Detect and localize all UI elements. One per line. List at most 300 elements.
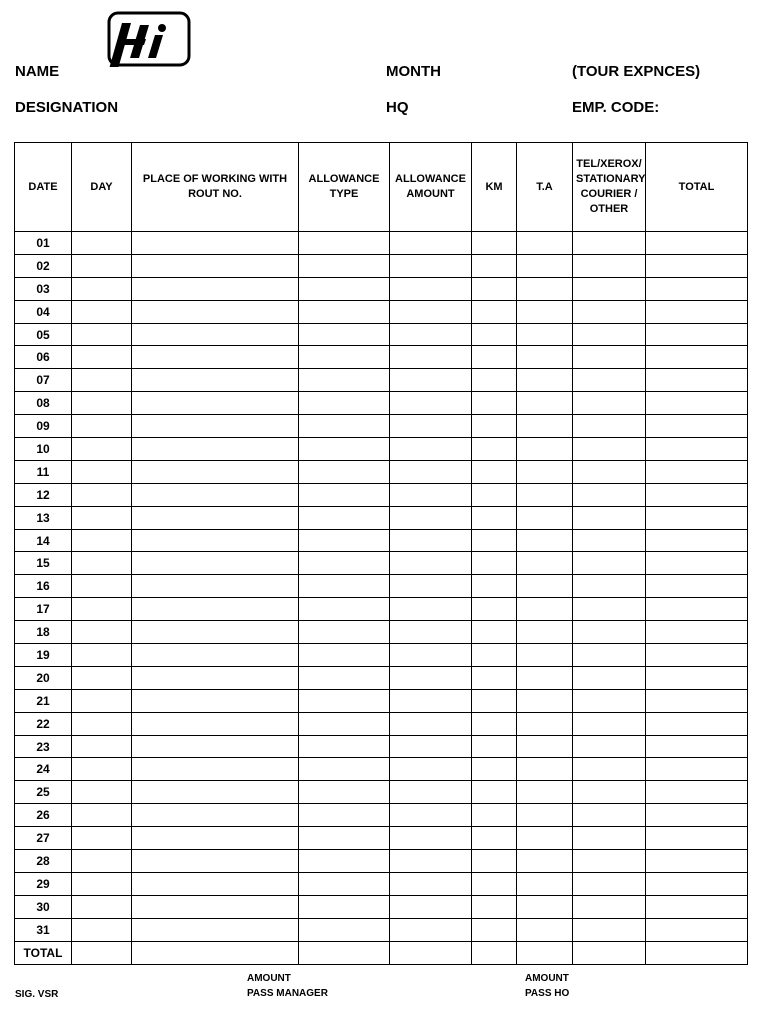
entry-cell[interactable] (517, 369, 573, 392)
date-cell: 13 (15, 506, 72, 529)
entry-cell[interactable] (390, 644, 472, 667)
entry-cell[interactable] (517, 438, 573, 461)
date-cell: 12 (15, 483, 72, 506)
entry-cell[interactable] (299, 644, 390, 667)
entry-cell[interactable] (646, 300, 748, 323)
entry-cell[interactable] (132, 827, 299, 850)
entry-cell[interactable] (390, 804, 472, 827)
entry-cell[interactable] (472, 369, 517, 392)
entry-cell[interactable] (472, 277, 517, 300)
entry-cell[interactable] (573, 827, 646, 850)
table-row (15, 254, 748, 277)
entry-cell[interactable] (390, 621, 472, 644)
entry-cell[interactable] (517, 415, 573, 438)
entry-cell[interactable] (299, 872, 390, 895)
entry-cell[interactable] (72, 781, 132, 804)
entry-cell[interactable] (646, 598, 748, 621)
entry-cell[interactable] (472, 598, 517, 621)
entry-cell[interactable] (132, 712, 299, 735)
entry-cell[interactable] (132, 941, 299, 964)
entry-cell[interactable] (132, 735, 299, 758)
entry-cell[interactable] (299, 804, 390, 827)
entry-cell[interactable] (132, 415, 299, 438)
entry-cell[interactable] (299, 277, 390, 300)
entry-cell[interactable] (72, 850, 132, 873)
date-cell: 22 (15, 712, 72, 735)
entry-cell[interactable] (517, 232, 573, 255)
entry-cell[interactable] (472, 804, 517, 827)
entry-cell[interactable] (132, 918, 299, 941)
entry-cell[interactable] (472, 644, 517, 667)
entry-cell[interactable] (72, 666, 132, 689)
entry-cell[interactable] (72, 552, 132, 575)
entry-cell[interactable] (299, 918, 390, 941)
entry-cell[interactable] (573, 254, 646, 277)
entry-cell[interactable] (517, 827, 573, 850)
entry-cell[interactable] (646, 506, 748, 529)
entry-cell[interactable] (517, 781, 573, 804)
entry-cell[interactable] (472, 323, 517, 346)
entry-cell[interactable] (72, 529, 132, 552)
entry-cell[interactable] (517, 941, 573, 964)
entry-cell[interactable] (299, 895, 390, 918)
entry-cell[interactable] (646, 621, 748, 644)
entry-cell[interactable] (390, 506, 472, 529)
entry-cell[interactable] (573, 666, 646, 689)
entry-cell[interactable] (132, 689, 299, 712)
entry-cell[interactable] (573, 460, 646, 483)
entry-cell[interactable] (299, 369, 390, 392)
entry-cell[interactable] (646, 254, 748, 277)
entry-cell[interactable] (573, 689, 646, 712)
entry-cell[interactable] (573, 872, 646, 895)
entry-cell[interactable] (132, 850, 299, 873)
entry-cell[interactable] (472, 254, 517, 277)
entry-cell[interactable] (132, 323, 299, 346)
entry-cell[interactable] (132, 460, 299, 483)
entry-cell[interactable] (299, 758, 390, 781)
entry-cell[interactable] (573, 529, 646, 552)
entry-cell[interactable] (573, 552, 646, 575)
entry-cell[interactable] (72, 483, 132, 506)
entry-cell[interactable] (390, 575, 472, 598)
date-cell: 06 (15, 346, 72, 369)
entry-cell[interactable] (517, 621, 573, 644)
entry-cell[interactable] (72, 644, 132, 667)
entry-cell[interactable] (299, 460, 390, 483)
entry-cell[interactable] (390, 850, 472, 873)
date-cell: 09 (15, 415, 72, 438)
entry-cell[interactable] (132, 644, 299, 667)
entry-cell[interactable] (646, 941, 748, 964)
table-header-row (15, 143, 748, 232)
entry-cell[interactable] (72, 712, 132, 735)
date-cell: 27 (15, 827, 72, 850)
entry-cell[interactable] (390, 758, 472, 781)
entry-cell[interactable] (72, 254, 132, 277)
name-label: NAME (15, 63, 60, 80)
entry-cell[interactable] (390, 689, 472, 712)
entry-cell[interactable] (72, 300, 132, 323)
entry-cell[interactable] (573, 506, 646, 529)
entry-cell[interactable] (132, 872, 299, 895)
entry-cell[interactable] (72, 232, 132, 255)
entry-cell[interactable] (472, 895, 517, 918)
table-row (15, 689, 748, 712)
entry-cell[interactable] (299, 598, 390, 621)
table-row (15, 392, 748, 415)
date-cell: 24 (15, 758, 72, 781)
total-row-label: TOTAL (15, 941, 72, 964)
entry-cell[interactable] (72, 941, 132, 964)
entry-cell[interactable] (299, 575, 390, 598)
entry-cell[interactable] (132, 392, 299, 415)
entry-cell[interactable] (299, 552, 390, 575)
entry-cell[interactable] (472, 941, 517, 964)
table-row (15, 621, 748, 644)
entry-cell[interactable] (299, 712, 390, 735)
entry-cell[interactable] (390, 369, 472, 392)
entry-cell[interactable] (472, 850, 517, 873)
entry-cell[interactable] (517, 689, 573, 712)
entry-cell[interactable] (299, 483, 390, 506)
entry-cell[interactable] (517, 277, 573, 300)
entry-cell[interactable] (517, 460, 573, 483)
entry-cell[interactable] (646, 575, 748, 598)
entry-cell[interactable] (390, 552, 472, 575)
entry-cell[interactable] (390, 598, 472, 621)
entry-cell[interactable] (472, 346, 517, 369)
entry-cell[interactable] (573, 575, 646, 598)
entry-cell[interactable] (390, 392, 472, 415)
entry-cell[interactable] (646, 552, 748, 575)
entry-cell[interactable] (72, 735, 132, 758)
entry-cell[interactable] (132, 346, 299, 369)
entry-cell[interactable] (517, 346, 573, 369)
entry-cell[interactable] (517, 918, 573, 941)
entry-cell[interactable] (646, 392, 748, 415)
entry-cell[interactable] (472, 666, 517, 689)
entry-cell[interactable] (573, 415, 646, 438)
entry-cell[interactable] (390, 300, 472, 323)
entry-cell[interactable] (472, 735, 517, 758)
entry-cell[interactable] (132, 598, 299, 621)
entry-cell[interactable] (646, 460, 748, 483)
table-row (15, 460, 748, 483)
column-header-allowance-amount: ALLOWANCE AMOUNT (390, 143, 472, 232)
entry-cell[interactable] (573, 850, 646, 873)
entry-cell[interactable] (517, 850, 573, 873)
entry-cell[interactable] (646, 735, 748, 758)
total-row (15, 941, 748, 964)
entry-cell[interactable] (299, 689, 390, 712)
entry-cell[interactable] (472, 300, 517, 323)
entry-cell[interactable] (573, 895, 646, 918)
entry-cell[interactable] (573, 804, 646, 827)
entry-cell[interactable] (299, 850, 390, 873)
entry-cell[interactable] (472, 621, 517, 644)
entry-cell[interactable] (132, 277, 299, 300)
entry-cell[interactable] (517, 254, 573, 277)
entry-cell[interactable] (132, 781, 299, 804)
table-row (15, 781, 748, 804)
date-cell: 31 (15, 918, 72, 941)
entry-cell[interactable] (646, 415, 748, 438)
table-row (15, 598, 748, 621)
entry-cell[interactable] (472, 827, 517, 850)
entry-cell[interactable] (517, 392, 573, 415)
entry-cell[interactable] (472, 460, 517, 483)
entry-cell[interactable] (390, 232, 472, 255)
entry-cell[interactable] (472, 918, 517, 941)
entry-cell[interactable] (132, 666, 299, 689)
entry-cell[interactable] (132, 621, 299, 644)
entry-cell[interactable] (573, 735, 646, 758)
entry-cell[interactable] (390, 666, 472, 689)
entry-cell[interactable] (299, 529, 390, 552)
entry-cell[interactable] (132, 529, 299, 552)
entry-cell[interactable] (517, 895, 573, 918)
entry-cell[interactable] (390, 918, 472, 941)
entry-cell[interactable] (390, 781, 472, 804)
entry-cell[interactable] (72, 872, 132, 895)
entry-cell[interactable] (390, 415, 472, 438)
entry-cell[interactable] (472, 483, 517, 506)
entry-cell[interactable] (573, 941, 646, 964)
entry-cell[interactable] (573, 369, 646, 392)
date-cell: 10 (15, 438, 72, 461)
entry-cell[interactable] (646, 781, 748, 804)
entry-cell[interactable] (299, 621, 390, 644)
entry-cell[interactable] (390, 529, 472, 552)
entry-cell[interactable] (573, 621, 646, 644)
entry-cell[interactable] (517, 575, 573, 598)
entry-cell[interactable] (132, 438, 299, 461)
column-header-place: PLACE OF WORKING WITH ROUT NO. (132, 143, 299, 232)
entry-cell[interactable] (573, 712, 646, 735)
entry-cell[interactable] (72, 346, 132, 369)
entry-cell[interactable] (72, 827, 132, 850)
form-title: (TOUR EXPNCES) (572, 63, 701, 80)
entry-cell[interactable] (472, 575, 517, 598)
entry-cell[interactable] (517, 483, 573, 506)
entry-cell[interactable] (390, 712, 472, 735)
entry-cell[interactable] (646, 827, 748, 850)
entry-cell[interactable] (517, 300, 573, 323)
entry-cell[interactable] (472, 758, 517, 781)
entry-cell[interactable] (390, 323, 472, 346)
entry-cell[interactable] (517, 804, 573, 827)
entry-cell[interactable] (390, 483, 472, 506)
date-cell: 01 (15, 232, 72, 255)
column-header-km: KM (472, 143, 517, 232)
entry-cell[interactable] (132, 506, 299, 529)
entry-cell[interactable] (72, 621, 132, 644)
entry-cell[interactable] (299, 254, 390, 277)
entry-cell[interactable] (299, 392, 390, 415)
entry-cell[interactable] (72, 598, 132, 621)
entry-cell[interactable] (72, 689, 132, 712)
entry-cell[interactable] (517, 506, 573, 529)
entry-cell[interactable] (646, 438, 748, 461)
entry-cell[interactable] (390, 460, 472, 483)
entry-cell[interactable] (472, 712, 517, 735)
table-row (15, 644, 748, 667)
entry-cell[interactable] (72, 323, 132, 346)
entry-cell[interactable] (573, 300, 646, 323)
table-row (15, 895, 748, 918)
entry-cell[interactable] (132, 369, 299, 392)
entry-cell[interactable] (299, 300, 390, 323)
entry-cell[interactable] (72, 460, 132, 483)
entry-cell[interactable] (299, 346, 390, 369)
entry-cell[interactable] (390, 941, 472, 964)
entry-cell[interactable] (646, 346, 748, 369)
entry-cell[interactable] (132, 483, 299, 506)
amount-pass-manager-line1: AMOUNT (247, 973, 291, 984)
date-cell: 29 (15, 872, 72, 895)
entry-cell[interactable] (573, 758, 646, 781)
entry-cell[interactable] (299, 781, 390, 804)
entry-cell[interactable] (517, 758, 573, 781)
entry-cell[interactable] (132, 254, 299, 277)
entry-cell[interactable] (573, 392, 646, 415)
entry-cell[interactable] (646, 804, 748, 827)
table-row (15, 575, 748, 598)
entry-cell[interactable] (472, 438, 517, 461)
date-cell: 02 (15, 254, 72, 277)
entry-cell[interactable] (132, 232, 299, 255)
entry-cell[interactable] (72, 575, 132, 598)
entry-cell[interactable] (72, 392, 132, 415)
date-cell: 26 (15, 804, 72, 827)
entry-cell[interactable] (72, 277, 132, 300)
entry-cell[interactable] (390, 346, 472, 369)
column-header-ta: T.A (517, 143, 573, 232)
entry-cell[interactable] (72, 369, 132, 392)
entry-cell[interactable] (390, 895, 472, 918)
entry-cell[interactable] (132, 895, 299, 918)
entry-cell[interactable] (573, 644, 646, 667)
entry-cell[interactable] (72, 804, 132, 827)
entry-cell[interactable] (573, 781, 646, 804)
entry-cell[interactable] (132, 804, 299, 827)
entry-cell[interactable] (390, 872, 472, 895)
entry-cell[interactable] (646, 232, 748, 255)
entry-cell[interactable] (646, 872, 748, 895)
entry-cell[interactable] (299, 735, 390, 758)
date-cell: 17 (15, 598, 72, 621)
entry-cell[interactable] (573, 323, 646, 346)
entry-cell[interactable] (390, 735, 472, 758)
entry-cell[interactable] (573, 598, 646, 621)
entry-cell[interactable] (646, 483, 748, 506)
entry-cell[interactable] (472, 689, 517, 712)
entry-cell[interactable] (132, 575, 299, 598)
entry-cell[interactable] (517, 323, 573, 346)
entry-cell[interactable] (517, 872, 573, 895)
table-row (15, 712, 748, 735)
date-cell: 18 (15, 621, 72, 644)
date-cell: 04 (15, 300, 72, 323)
entry-cell[interactable] (132, 552, 299, 575)
entry-cell[interactable] (646, 666, 748, 689)
entry-cell[interactable] (517, 552, 573, 575)
entry-cell[interactable] (517, 666, 573, 689)
entry-cell[interactable] (573, 483, 646, 506)
entry-cell[interactable] (646, 277, 748, 300)
entry-cell[interactable] (573, 438, 646, 461)
entry-cell[interactable] (72, 895, 132, 918)
entry-cell[interactable] (573, 232, 646, 255)
entry-cell[interactable] (646, 689, 748, 712)
table-body (15, 232, 748, 965)
entry-cell[interactable] (390, 277, 472, 300)
entry-cell[interactable] (299, 323, 390, 346)
entry-cell[interactable] (472, 415, 517, 438)
entry-cell[interactable] (646, 323, 748, 346)
entry-cell[interactable] (517, 712, 573, 735)
entry-cell[interactable] (299, 232, 390, 255)
entry-cell[interactable] (132, 758, 299, 781)
entry-cell[interactable] (472, 392, 517, 415)
entry-cell[interactable] (72, 415, 132, 438)
entry-cell[interactable] (517, 529, 573, 552)
entry-cell[interactable] (573, 346, 646, 369)
entry-cell[interactable] (646, 758, 748, 781)
entry-cell[interactable] (472, 781, 517, 804)
entry-cell[interactable] (646, 712, 748, 735)
entry-cell[interactable] (72, 506, 132, 529)
entry-cell[interactable] (299, 827, 390, 850)
table-row (15, 323, 748, 346)
entry-cell[interactable] (299, 438, 390, 461)
column-header-total: TOTAL (646, 143, 748, 232)
entry-cell[interactable] (472, 529, 517, 552)
entry-cell[interactable] (646, 918, 748, 941)
entry-cell[interactable] (72, 758, 132, 781)
sig-vsr-label: SIG. VSR (15, 989, 59, 1000)
entry-cell[interactable] (299, 506, 390, 529)
amount-pass-ho-line2: PASS HO (525, 988, 570, 999)
entry-cell[interactable] (573, 918, 646, 941)
entry-cell[interactable] (72, 918, 132, 941)
entry-cell[interactable] (390, 254, 472, 277)
entry-cell[interactable] (646, 369, 748, 392)
date-cell: 16 (15, 575, 72, 598)
entry-cell[interactable] (646, 644, 748, 667)
entry-cell[interactable] (646, 529, 748, 552)
entry-cell[interactable] (72, 438, 132, 461)
entry-cell[interactable] (646, 895, 748, 918)
entry-cell[interactable] (472, 552, 517, 575)
entry-cell[interactable] (299, 941, 390, 964)
entry-cell[interactable] (517, 644, 573, 667)
entry-cell[interactable] (517, 735, 573, 758)
entry-cell[interactable] (299, 415, 390, 438)
entry-cell[interactable] (472, 506, 517, 529)
entry-cell[interactable] (472, 872, 517, 895)
entry-cell[interactable] (390, 438, 472, 461)
entry-cell[interactable] (299, 666, 390, 689)
entry-cell[interactable] (646, 850, 748, 873)
entry-cell[interactable] (132, 300, 299, 323)
table-row (15, 438, 748, 461)
entry-cell[interactable] (472, 232, 517, 255)
entry-cell[interactable] (517, 598, 573, 621)
entry-cell[interactable] (390, 827, 472, 850)
entry-cell[interactable] (573, 277, 646, 300)
